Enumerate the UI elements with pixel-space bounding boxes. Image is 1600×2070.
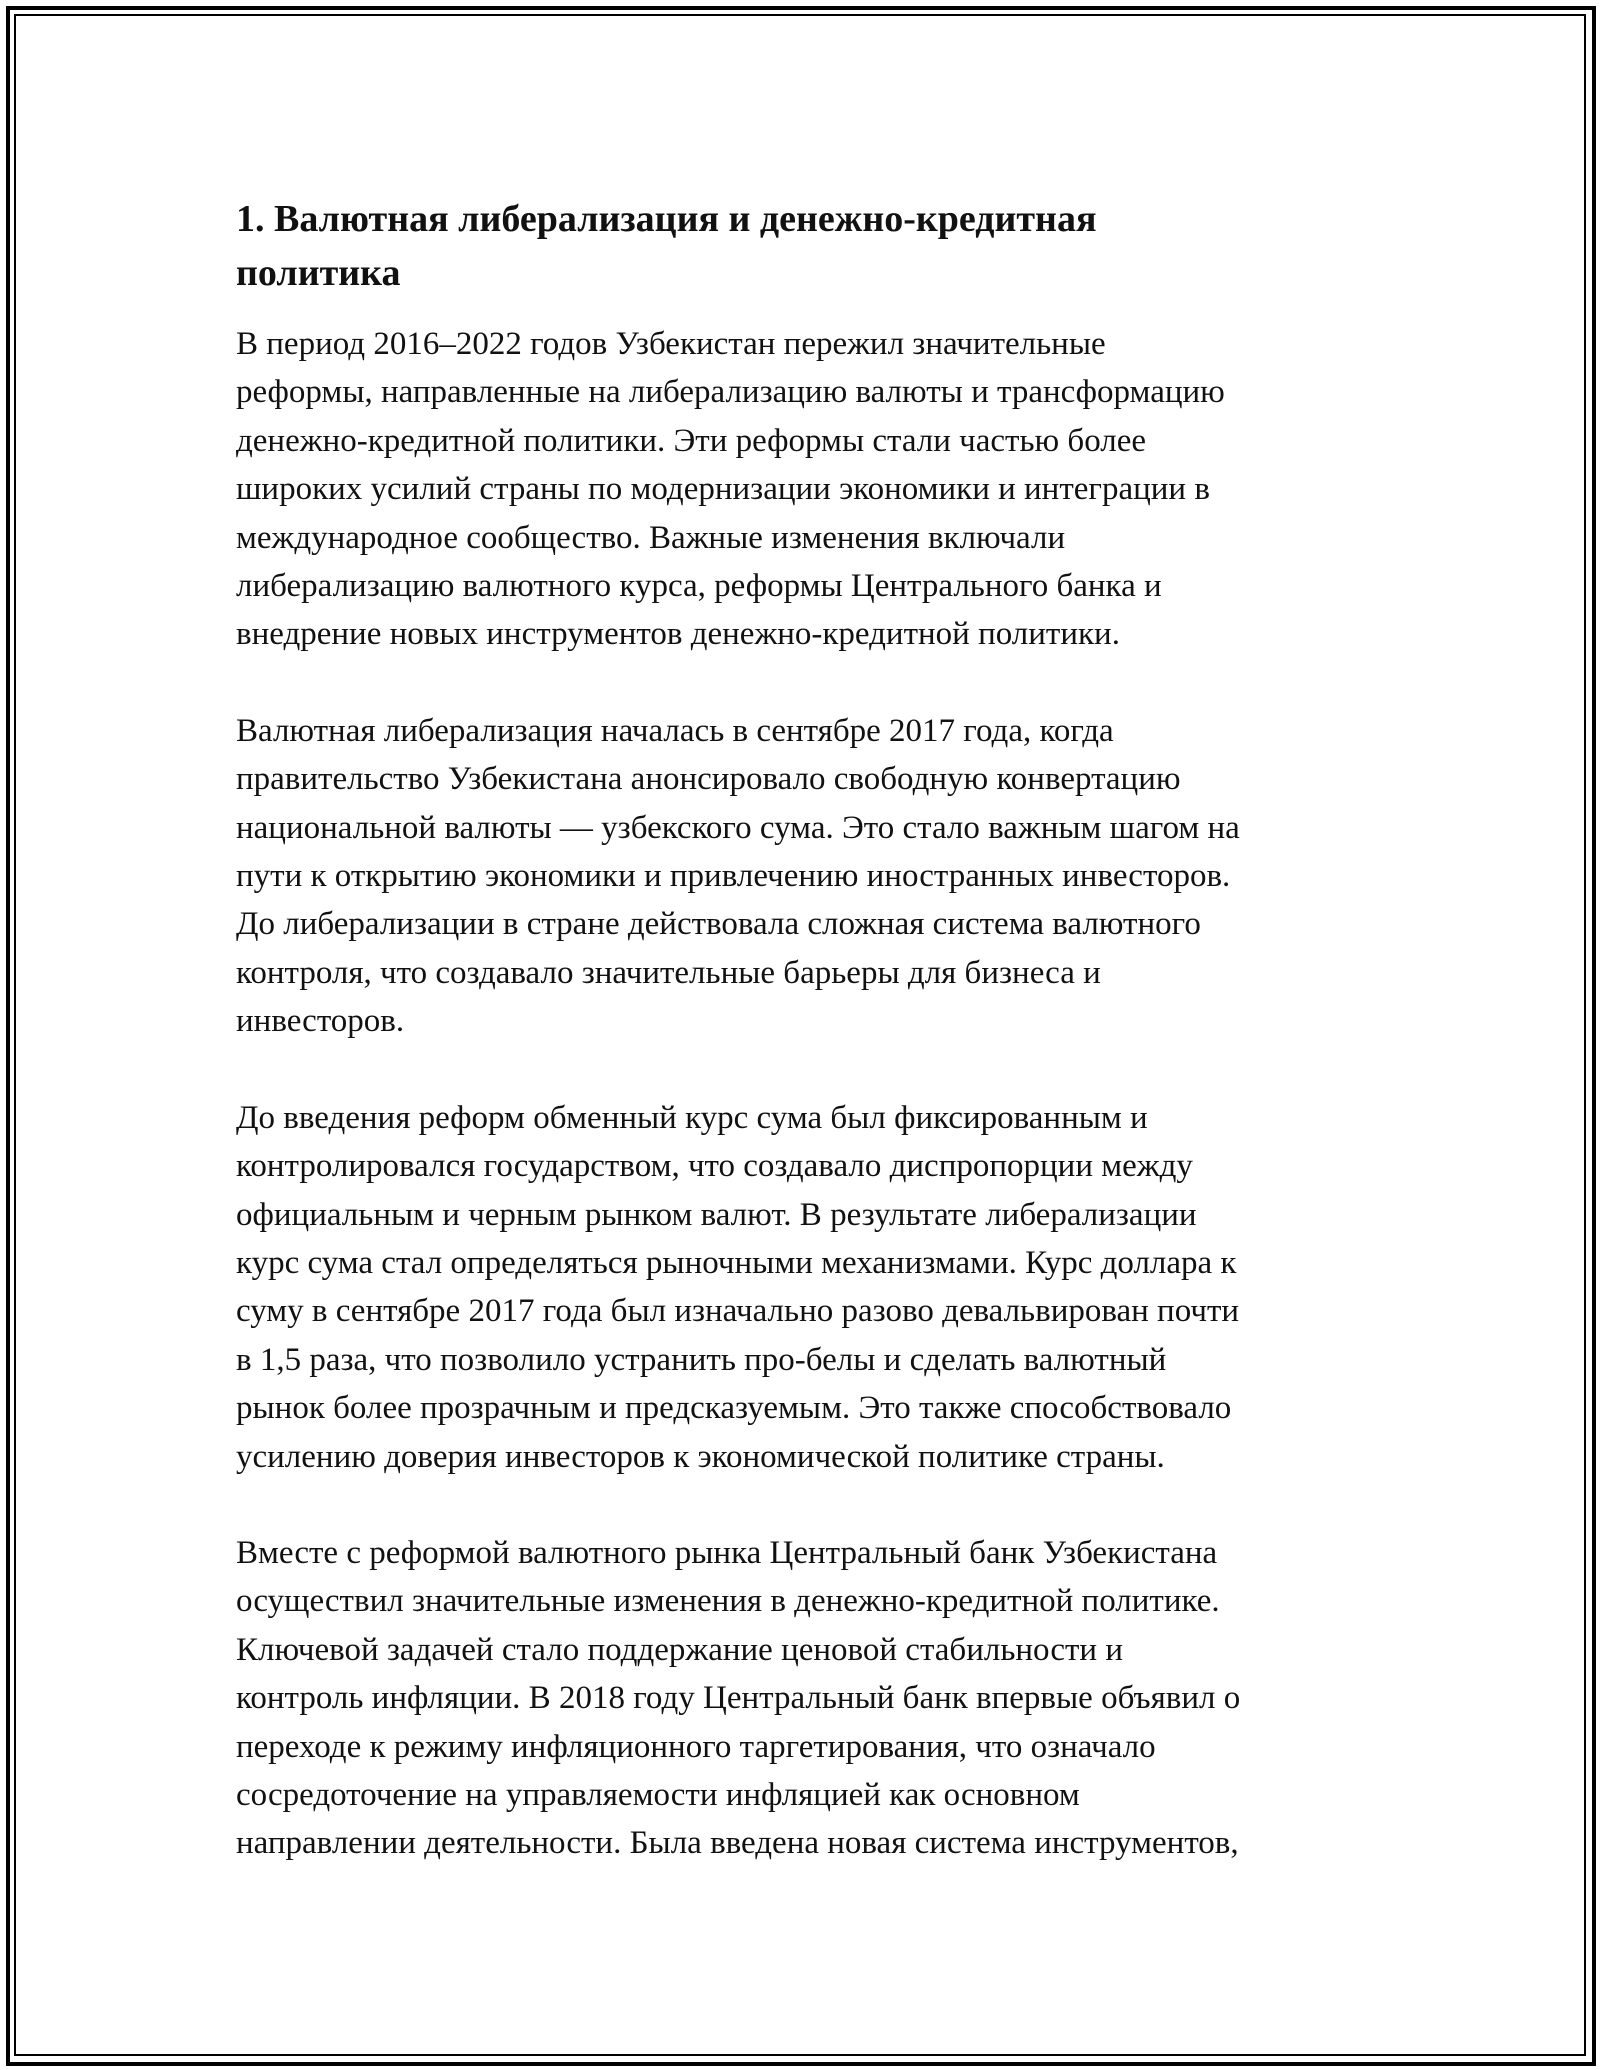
section-heading: 1. Валютная либерализация и денежно-кредитная политика xyxy=(236,198,1097,294)
paragraph-2: Валютная либерализация началась в сентябре 2017 года, когда правительство Узбекистана анонсировало свободную конвертацию национальной валюты — узбекского сума. Это стало важным шагом на пути к открытию экономики и привлечению иностранных инвесторов. До либерализации в стране действовала сложная система валютного контроля, что создавало значительные барьеры для бизнеса и инвесторов. xyxy=(236,712,1240,1040)
paragraph-1: В период 2016–2022 годов Узбекистан пережил значительные реформы, направленные на либерализацию валюты и трансформацию денежно-кредитной политики. Эти реформы стали частью более широких усилий страны по модернизации экономики и интеграции в международное сообщество. Важные изменения включали либерализацию валютного курса, реформы Центрального банка и внедрение новых инструментов денежно-кредитной политики. xyxy=(236,326,1225,653)
paragraph-3: До введения реформ обменный курс сума был фиксированным и контролировался государством, что создавало диспропорции между официальным и черным рынком валют. В результате либерализации курс сума стал определяться рыночными механизмами. Курс доллара к суму в сентябре 2017 года был изначально разово девальвирован почти в 1,5 раза, что позволило устранить про-белы и сделать валютный рынок более прозрачным и предсказуемым. Это также способствовало усилению доверия инвесторов к экономической политике страны. xyxy=(236,1099,1240,1475)
document-body xyxy=(236,192,1366,1916)
paragraph-4: Вместе с реформой валютного рынка Центральный банк Узбекистана осуществил значительные изменения в денежно-кредитной политике. Ключевой задачей стало поддержание ценовой стабильности и контроль инфляции. В 2018 году Центральный банк впервые объявил о переходе к режиму инфляционного таргетирования, что означало сосредоточение на управляемости инфляцией как основном направлении деятельности. Была введена новая система инструментов, xyxy=(236,1534,1241,1862)
